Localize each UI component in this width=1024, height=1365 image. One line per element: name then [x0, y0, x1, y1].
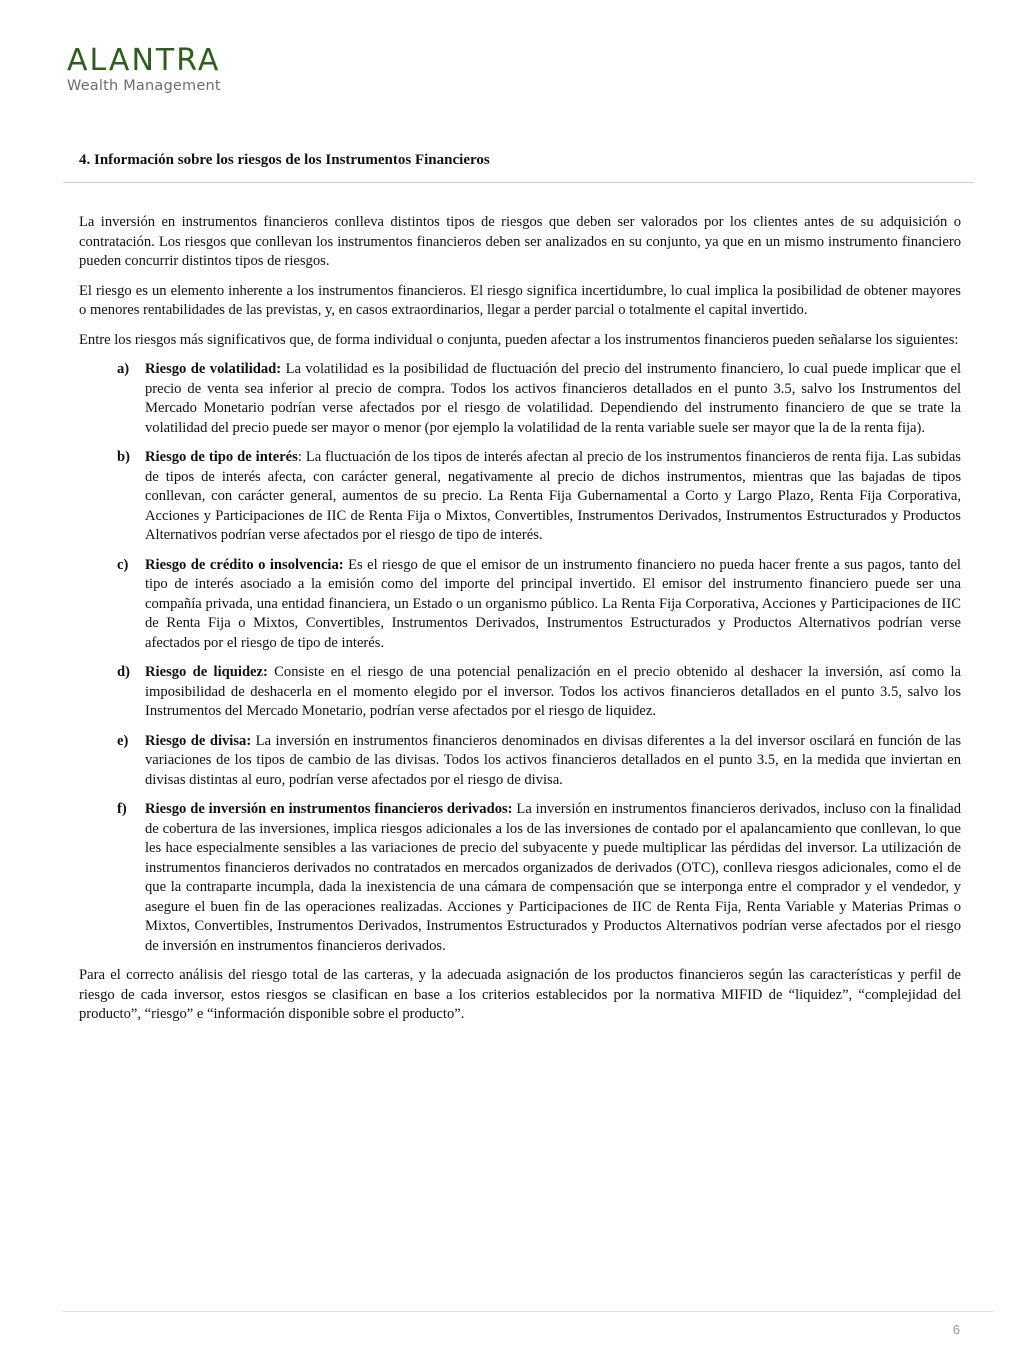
intro-paragraph: El riesgo es un elemento inherente a los instrumentos financieros. El riesgo significa incertidumbre, lo cual implica la posibilidad de obtener mayores o menores rentabilidades de las previstas, y, en casos extraordinarios, llegar a perder parcial o totalmente el capital invertido.	[79, 282, 961, 318]
risk-text: Consiste en el riesgo de una potencial penalización en el precio obtenido al deshacer la inversión, así como la imposibilidad de deshacerla en el momento elegido por el inversor. Todos los activos financieros detallados en el punto 3.5, salvo los Instrumentos del Mercado Monetario, podrían verse afectados por el riesgo de liquidez.	[145, 664, 961, 719]
closing-paragraph: Para el correcto análisis del riesgo total de las carteras, y la adecuada asignación de los productos financieros según las características y perfil de riesgo de cada inversor, estos riesgos se clasifican en base a los criterios establecidos por la normativa MIFID de “liquidez”, “complejidad del producto”, “riesgo” e “información disponible sobre el producto”.	[79, 967, 961, 1022]
section-title: 4. Información sobre los riesgos de los Instrumentos Financieros	[79, 152, 490, 168]
risk-list	[79, 360, 961, 956]
risk-title: Riesgo de crédito o insolvencia:	[145, 556, 344, 573]
risk-item-liquidez	[79, 663, 961, 722]
footer-divider	[63, 1311, 993, 1312]
risk-title: Riesgo de tipo de interés	[145, 449, 298, 465]
page-number: 6	[952, 1322, 960, 1337]
title-divider	[63, 182, 974, 183]
intro-paragraph: Entre los riesgos más significativos que, de forma individual o conjunta, pueden afectar a los instrumentos financieros pueden señalarse los siguientes:	[79, 331, 959, 348]
risk-item-derivados	[79, 800, 961, 956]
risk-item-divisa	[79, 732, 961, 791]
risk-title: Riesgo de inversión en instrumentos financieros derivados:	[145, 801, 513, 817]
risk-text: La inversión en instrumentos financieros denominados en divisas diferentes a la del inversor oscilará en función de las variaciones de los tipos de cambio de las divisas. Todos los activos financieros detallados en el punto 3.5, en la medida que inviertan en divisas distintas al euro, podrían verse afectados por el riesgo de divisa.	[145, 732, 962, 788]
risk-marker: c)	[117, 556, 129, 573]
risk-marker: e)	[117, 732, 129, 749]
risk-title: Riesgo de divisa:	[145, 732, 252, 749]
risk-title: Riesgo de volatilidad:	[145, 361, 282, 377]
risk-text: : La fluctuación de los tipos de interés afectan al precio de los instrumentos financieros de renta fija. Las subidas de tipos de interés afecta, con carácter general, negativamente al precio de dichos instrumentos, mientras que las bajadas de tipos conllevan, con carácter general, aumentos de su precio. La Renta Fija Gubernamental a Corto y Largo Plazo, Renta Fija Corporativa, Acciones y Participaciones de IIC de Renta Fija o Mixtos, Convertibles, Instrumentos Derivados, Instrumentos Estructurados y Productos Alternativos podrían verse afectados por el riesgo de tipo de interés.	[145, 449, 961, 543]
risk-text: La inversión en instrumentos financieros derivados, incluso con la finalidad de cobertura de las inversiones, implica riesgos adicionales a los de las inversiones de contado por el apalancamiento que conllevan, lo que les hace especialmente sensibles a las variaciones de precio del subyacente y puede multiplicar las pérdidas del inversor. La utilización de instrumentos financieros derivados no contratados en mercados organizados de derivados (OTC), conlleva riesgos adicionales, como el de que la contraparte incumpla, dada la inexistencia de una cámara de compensación que se interponga entre el comprador y el vendedor, y asegure el buen fin de las operaciones realizadas. Acciones y Participaciones de IIC de Renta Fija, Renta Variable y Materias Primas o Mixtos, Convertibles, Instrumentos Derivados, Instrumentos Estructurados y Productos Alternativos podrían verse afectados por el riesgo de inversión en instrumentos financieros derivados.	[145, 801, 961, 954]
intro-paragraph: La inversión en instrumentos financieros conlleva distintos tipos de riesgos que deben ser valorados por los clientes antes de su adquisición o contratación. Los riesgos que conllevan los instrumentos financieros deben ser analizados en su conjunto, ya que en un mismo instrumento financiero pueden concurrir distintos tipos de riesgos.	[79, 214, 961, 269]
alantra-logo	[67, 44, 221, 94]
risk-marker: f)	[117, 801, 127, 817]
risk-text: La volatilidad es la posibilidad de fluctuación del precio del instrumento financiero, lo cual puede implicar que el precio de venta sea inferior al precio de compra. Todos los activos financieros detallados en el punto 3.5, salvo los Instrumentos del Mercado Monetario podrían verse afectados por el riesgo de volatilidad. Dependiendo del instrumento financiero de que se trate la volatilidad del precio puede ser mayor o menor (por ejemplo la volatilidad de la renta variable suele ser mayor que la de la renta fija).	[145, 361, 961, 436]
risk-item-tipo-interes	[79, 448, 961, 546]
logo-name: ALANTRA	[67, 43, 221, 78]
risk-item-volatilidad	[79, 360, 961, 438]
risk-text: Es el riesgo de que el emisor de un instrumento financiero no pueda hacer frente a sus pagos, tanto del tipo de interés asociado a la emisión como del importe del principal invertido. El emisor del instrumento financiero puede ser una compañía privada, una entidad financiera, un Estado o un organismo público. La Renta Fija Corporativa, Acciones y Participaciones de IIC de Renta Fija o Mixtos, Convertibles, Instrumentos Derivados, Instrumentos Estructurados y Productos Alternativos podrían verse afectados por el riesgo de tipo de interés.	[145, 556, 961, 651]
document-body	[79, 213, 961, 1035]
risk-item-credito	[79, 556, 961, 654]
risk-marker: d)	[117, 664, 130, 680]
risk-marker: b)	[117, 449, 130, 465]
logo-subtitle: Wealth Management	[67, 78, 221, 94]
risk-marker: a)	[117, 361, 130, 377]
risk-title: Riesgo de liquidez:	[145, 664, 268, 680]
